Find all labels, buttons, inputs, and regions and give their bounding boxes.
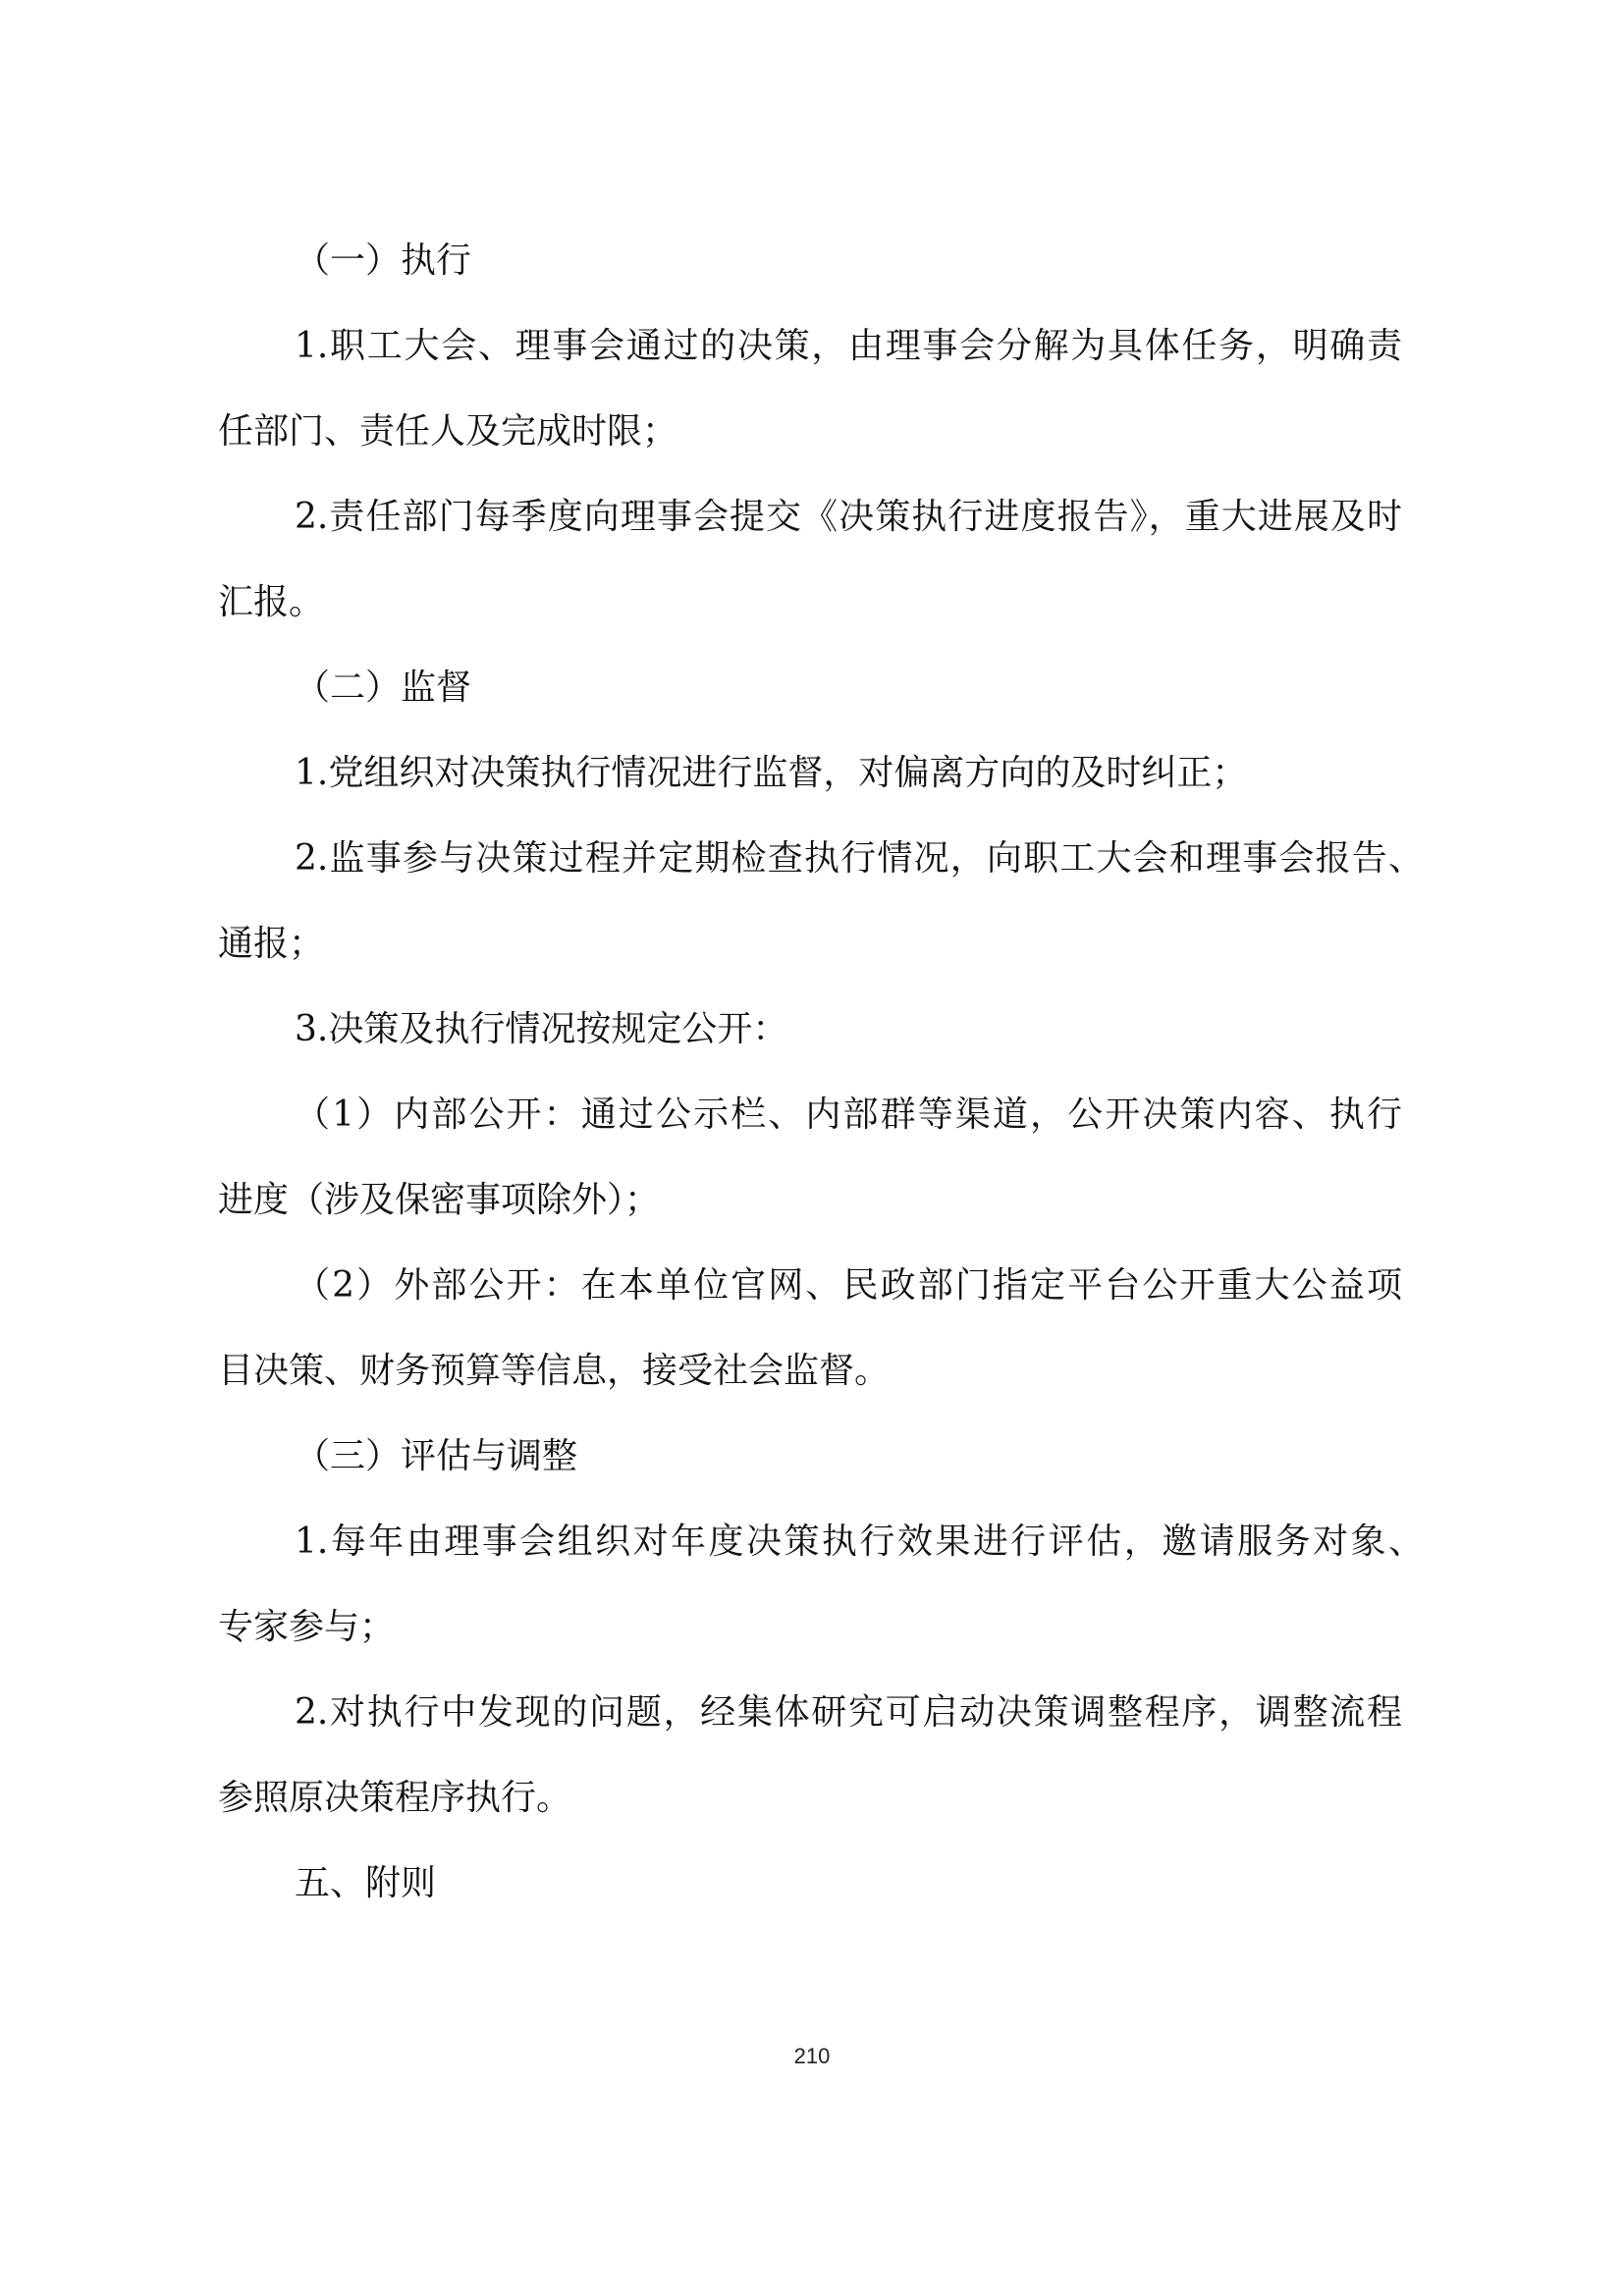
- paragraph-line: 通报；: [218, 924, 325, 964]
- paragraph-line: （2）外部公开：在本单位官网、民政部门指定平台公开重大公益项: [295, 1265, 1402, 1306]
- paragraph-line: 2.责任部门每季度向理事会提交《决策执行进度报告》，重大进展及时: [295, 497, 1402, 537]
- paragraph-line: 1.党组织对决策执行情况进行监督，对偏离方向的及时纠正；: [295, 753, 1248, 793]
- section-heading-supervision: （二）监督: [295, 667, 472, 708]
- paragraph-line: 进度（涉及保密事项除外）；: [218, 1180, 661, 1220]
- section-heading-execution: （一）执行: [295, 240, 472, 281]
- paragraph-line: 2.对执行中发现的问题，经集体研究可启动决策调整程序，调整流程: [295, 1692, 1402, 1733]
- paragraph-line: 专家参与；: [218, 1607, 396, 1647]
- paragraph-line: 3.决策及执行情况按规定公开：: [295, 1009, 788, 1049]
- paragraph-line: 任部门、责任人及完成时限；: [218, 411, 678, 452]
- paragraph-line: 1.每年由理事会组织对年度决策执行效果进行评估，邀请服务对象、: [295, 1522, 1424, 1562]
- chapter-heading-appendix: 五、附则: [295, 1863, 437, 1903]
- paragraph-line: 2.监事参与决策过程并定期检查执行情况，向职工大会和理事会报告、: [295, 838, 1424, 879]
- paragraph-line: 参照原决策程序执行。: [218, 1778, 572, 1818]
- paragraph-line: （1）内部公开：通过公示栏、内部群等渠道，公开决策内容、执行: [295, 1095, 1402, 1135]
- section-heading-evaluation: （三）评估与调整: [295, 1436, 578, 1476]
- paragraph-line: 目决策、财务预算等信息，接受社会监督。: [218, 1351, 891, 1391]
- page-number: 210: [793, 2044, 831, 2068]
- paragraph-line: 汇报。: [218, 582, 325, 622]
- paragraph-line: 1.职工大会、理事会通过的决策，由理事会分解为具体任务，明确责: [295, 326, 1402, 366]
